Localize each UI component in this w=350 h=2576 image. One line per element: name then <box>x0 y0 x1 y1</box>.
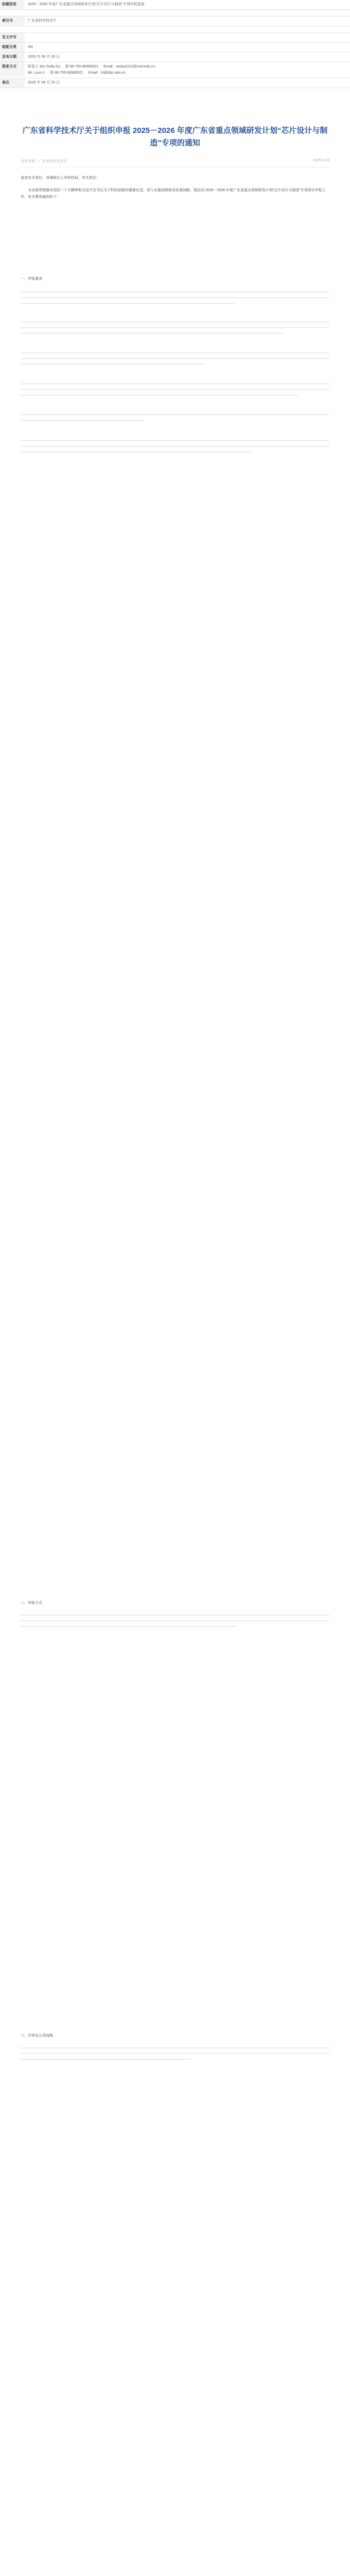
meta-label: 联系方式 <box>0 62 25 77</box>
publish-date: 2025-4-29 <box>313 159 329 162</box>
meta-value: 2025 年 06 月 29 日 <box>28 55 60 59</box>
meta-value: 广东省科学技术厅 <box>28 19 57 23</box>
meta-row-contact <box>0 62 350 78</box>
section-heading: 三、评审及立项流程 <box>21 2034 53 2038</box>
meta-label: 组配分类 <box>0 43 25 52</box>
meta-row-doc <box>0 33 350 43</box>
salutation: 省直有关单位，各地级以上市科技局，有关单位： <box>21 176 100 180</box>
source-line <box>21 159 329 167</box>
article-content <box>21 167 329 2576</box>
meta-row-category <box>0 16 350 26</box>
source-text: 信息来源：广东省科学技术厅 <box>21 160 67 163</box>
section-heading: 一、申报要求 <box>21 277 42 281</box>
intro-paragraph: 为全面贯彻落实党的二十大精神和习近平总书记关于科技创新的重要论述，深入实施创新驱动发展战略，现启动 2025－2026 年度广东省重点领域研发计划“芯片设计与制造”专项项目申报工作，有关事项通知如下： <box>21 189 326 199</box>
section-heading: 二、申报方式 <box>21 1601 42 1605</box>
meta-label: 发布日期 <box>0 53 25 62</box>
metadata-table <box>0 0 350 88</box>
page-title: 广东省科学技术厅关于组织申报 2025－2026 年度广东省重点领域研发计划“芯片设计与制造”专项的通知 <box>22 126 328 147</box>
meta-value <box>25 33 350 42</box>
meta-row-notes <box>0 78 350 88</box>
meta-label: 备注 <box>0 78 25 88</box>
meta-value: SN <box>28 45 33 49</box>
meta-row-num <box>0 43 350 53</box>
meta-row-title <box>0 0 350 10</box>
meta-value: 联系人 Wu Dodo Du 联 86-755-86585531 Email：wodu2222@cmd.edu.cn Mr. Lunn-1 联 86-755-86585521 Email：lcl@zbc.edu.cn <box>28 65 155 75</box>
document-body <box>0 125 350 2576</box>
meta-label: 索引号 <box>0 16 25 26</box>
meta-label: 发文字号 <box>0 33 25 42</box>
meta-value: 2025－2026 年度广东省重点领域研发计划“芯片设计与制造”专项申报指南 <box>28 3 145 6</box>
meta-row-date <box>0 53 350 62</box>
meta-label: 标题信息 <box>0 0 25 9</box>
meta-value: 2025 年 06 月 29 日 <box>28 81 60 84</box>
